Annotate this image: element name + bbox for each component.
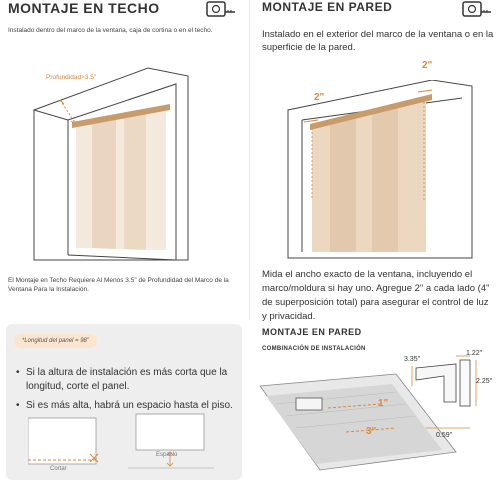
wall-mount-title: MONTAJE EN PARED [262, 0, 393, 14]
wall-dim-left: 2" [314, 92, 325, 103]
ceiling-mount-intro: Instalado dentro del marco de la ventana, caja de cortina o en el techo. [8, 27, 213, 34]
combo-label: COMBINACIÓN DE INSTALACIÓN [262, 346, 366, 352]
ceiling-mount-diagram [20, 60, 225, 270]
bullet-item: • Si la altura de instalación es más corta que la longitud, corte el panel. [16, 366, 242, 393]
dim-3-35: 3.35" [404, 356, 421, 363]
dim-0-59: 0.59" [436, 432, 453, 439]
bullet-item: • Si es más alta, habrá un espacio hasta el piso. [16, 399, 242, 413]
wall-mount-subtitle: MONTAJE EN PARED [262, 327, 362, 337]
tape-measure-icon [462, 0, 492, 18]
bracket-diagram [256, 352, 496, 482]
wall-mount-intro: Instalado en el exterior del marco de la ventana o en la superficie de la pared. [262, 29, 494, 53]
panel-length-pill: *Longitud del panel = 98" [14, 334, 97, 348]
cut-instructions [16, 366, 242, 419]
wall-mount-diagram [282, 80, 482, 260]
ceiling-mount-title: MONTAJE EN TECHO [8, 0, 160, 16]
depth-label: Profundidad>3.5" [46, 74, 97, 81]
dim-1-22: 1.22" [466, 350, 483, 357]
dim-2-25: 2.25" [476, 378, 493, 385]
ceiling-mount-note: El Montaje en Techo Requiere Al Menos 3.5" de Profundidad del Marco de la Ventana Para la Instalación. [8, 277, 229, 294]
dim-3: 3" [366, 426, 377, 437]
dim-1: 1" [378, 398, 389, 409]
space-label: Espacio [156, 452, 178, 458]
column-divider [249, 0, 250, 320]
cut-label: Cortar [50, 466, 67, 472]
tape-measure-icon [206, 0, 236, 18]
wall-mount-paragraph: Mida el ancho exacto de la ventana, incluyendo el marco/moldura si hay uno. Agregue 2" a cada lado (4" de superposición total) para asegurar el control de luz y privacidad. [262, 269, 490, 322]
wall-dim-right: 2" [422, 60, 433, 71]
